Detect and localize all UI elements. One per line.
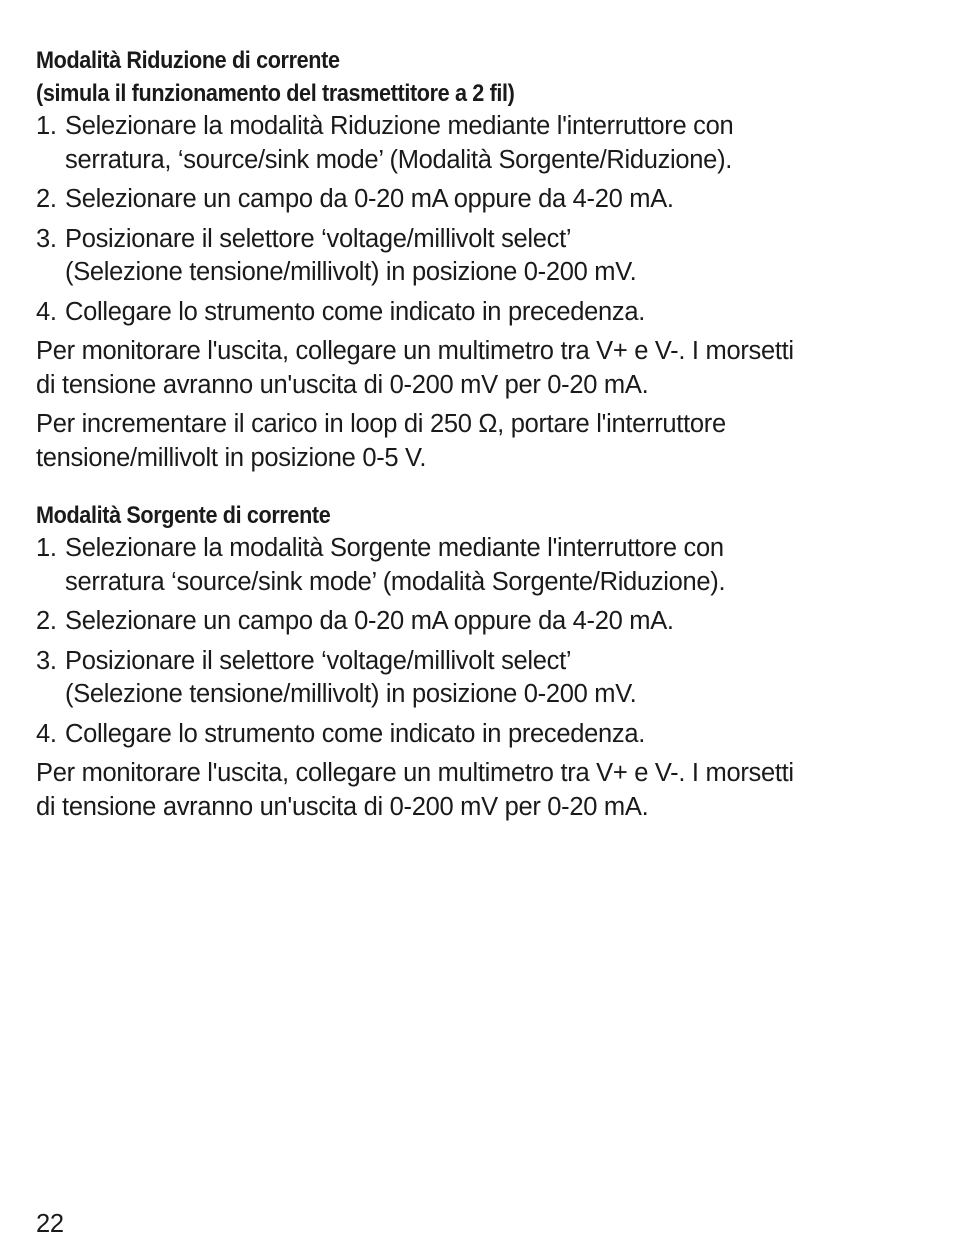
text-line: Per monitorare l'uscita, collegare un multimetro tra V+ e V-. I morsetti — [36, 759, 794, 787]
list-item — [36, 605, 916, 639]
list-item — [36, 183, 916, 217]
heading-line: Modalità Sorgente di corrente — [36, 502, 331, 529]
list-item — [36, 718, 916, 752]
step-text — [65, 532, 916, 599]
text-line: tensione/millivolt in posizione 0-5 V. — [36, 443, 427, 472]
text-line: Collegare lo strumento come indicato in precedenza. — [65, 297, 646, 326]
step-number: 4. — [36, 297, 57, 326]
document-page — [36, 44, 916, 830]
text-line: Selezionare la modalità Sorgente mediante l'interruttore con — [65, 534, 724, 562]
step-text — [65, 110, 916, 177]
section-heading — [36, 44, 828, 110]
list-item — [36, 296, 916, 330]
text-line: di tensione avranno un'uscita di 0-200 mV per 0-20 mA. — [36, 792, 649, 821]
text-line: Selezionare la modalità Riduzione mediante l'interruttore con — [65, 112, 734, 140]
paragraph — [36, 757, 916, 824]
section-source-mode — [36, 499, 916, 824]
step-text — [65, 296, 916, 330]
step-number: 1. — [36, 112, 57, 140]
step-number: 2. — [36, 607, 57, 635]
step-text — [65, 645, 916, 712]
step-number: 1. — [36, 534, 57, 562]
page-number: 22 — [36, 1210, 64, 1238]
text-line: di tensione avranno un'uscita di 0-200 mV per 0-20 mA. — [36, 370, 649, 399]
text-line: Posizionare il selettore ‘voltage/millivolt select’ — [65, 224, 572, 253]
heading-line: Modalità Riduzione di corrente — [36, 47, 340, 74]
section-heading — [36, 499, 828, 532]
section-sink-mode — [36, 44, 916, 475]
list-item — [36, 110, 916, 177]
text-line: Per monitorare l'uscita, collegare un multimetro tra V+ e V-. I morsetti — [36, 337, 794, 365]
step-number: 3. — [36, 646, 57, 675]
list-item — [36, 532, 916, 599]
step-text — [65, 718, 916, 752]
steps-list — [36, 532, 916, 751]
heading-line: (simula il funzionamento del trasmettitore a 2 fil) — [36, 80, 515, 107]
text-line: (Selezione tensione/millivolt) in posizione 0-200 mV. — [65, 680, 637, 708]
text-line: Posizionare il selettore ‘voltage/millivolt select’ — [65, 646, 572, 675]
text-line: serratura, ‘source/sink mode’ (Modalità Sorgente/Riduzione). — [65, 145, 733, 174]
section-spacer — [36, 481, 916, 499]
step-text — [65, 183, 916, 217]
step-text — [65, 605, 916, 639]
text-line: serratura ‘source/sink mode’ (modalità Sorgente/Riduzione). — [65, 567, 726, 596]
text-line: Selezionare un campo da 0-20 mA oppure da 4-20 mA. — [65, 607, 674, 635]
text-line: Collegare lo strumento come indicato in precedenza. — [65, 719, 646, 748]
steps-list — [36, 110, 916, 329]
paragraph — [36, 335, 916, 402]
step-number: 4. — [36, 719, 57, 748]
text-line: Per incrementare il carico in loop di 250 Ω, portare l'interruttore — [36, 410, 726, 438]
text-line: Selezionare un campo da 0-20 mA oppure da 4-20 mA. — [65, 185, 674, 213]
text-line: (Selezione tensione/millivolt) in posizione 0-200 mV. — [65, 258, 637, 286]
step-number: 3. — [36, 224, 57, 253]
step-text — [65, 223, 916, 290]
step-number: 2. — [36, 185, 57, 213]
list-item — [36, 645, 916, 712]
list-item — [36, 223, 916, 290]
paragraph — [36, 408, 916, 475]
